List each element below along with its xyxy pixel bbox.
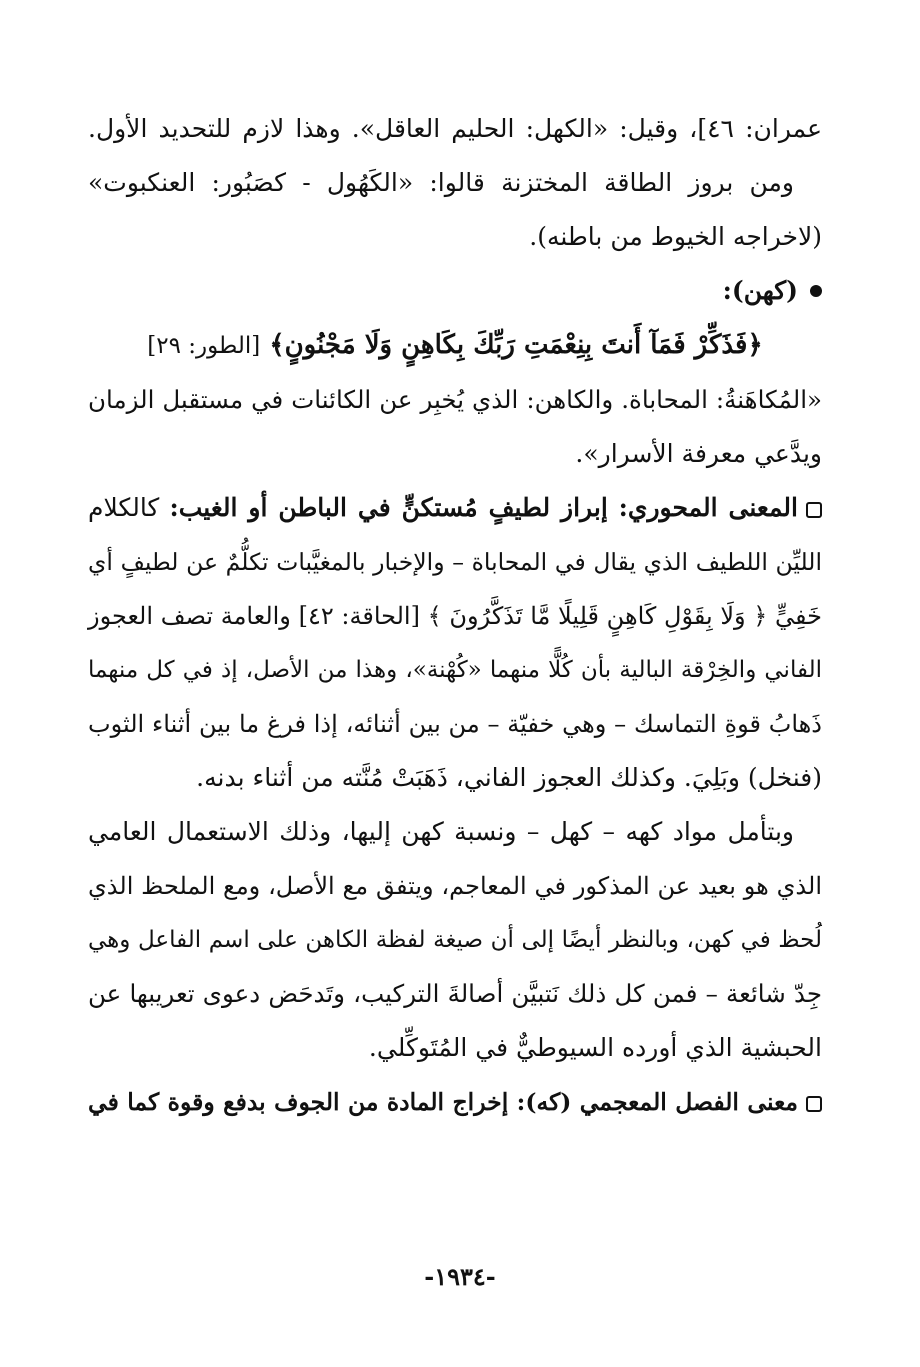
entry-heading: [88, 274, 822, 308]
lexical-meaning-text: معنى الفصل المعجمي (كه): إخراج المادة من الجوف بدفع وقوة كما في: [88, 1088, 798, 1116]
text-line-11: خَفِيٍّ ﴿ وَلَا بِقَوْلِ كَاهِنٍ قَلِيلًا مَّا تَذَكَّرُونَ ﴾ [الحاقة: ٤٢] والعامة تصف العجوز: [88, 602, 823, 630]
text-line-15: وبتأمل مواد كهه – كهل – ونسبة كهن إليها، وذلك الاستعمال العامي: [88, 817, 794, 846]
lexical-meaning-line: [88, 1085, 822, 1119]
entry-heading-label: (كهن):: [722, 276, 798, 305]
text-line-2: ومن بروز الطاقة المختزنة قالوا: «الكَهُول - كصَبُور: العنكبوت»: [88, 168, 794, 197]
text-line-17: لُحظ في كهن، وبالنظر أيضًا إلى أن صيغة لفظة الكاهن على اسم الفاعل وهي: [88, 927, 822, 953]
core-meaning-continuation: كالكلام: [88, 493, 160, 522]
verse-text: ﴿فَذَكِّرْ فَمَآ أَنتَ بِنِعْمَتِ رَبِّكَ بِكَاهِنٍ وَلَا مَجْنُونٍ﴾: [269, 330, 763, 360]
text-line-6: «المُكاهَنةُ: المحاباة. والكاهن: الذي يُخبِر عن الكائنات في مستقبل الزمان: [88, 385, 822, 414]
text-line-14: (فنخل) وبَلِيَ. وكذلك العجوز الفاني، ذَهَبَتْ مُنَّته من أثناء بدنه.: [196, 763, 822, 792]
bullet-icon: [810, 285, 822, 297]
page-body: [88, 112, 822, 1139]
text-line-7: ويدَّعي معرفة الأسرار».: [575, 439, 822, 468]
text-line-1: عمران: ٤٦]، وقيل: «الكهل: الحليم العاقل». وهذا لازم للتحديد الأول.: [88, 114, 822, 143]
text-line-13: ذَهابُ قوةِ التماسك – وهي خفيّة – من بين أثنائه، إذا فرغ ما بين أثناء الثوب: [88, 710, 822, 738]
text-line-12: الفاني والخِرْقة البالية بأن كُلًّا منهما «كُهْنة»، وهذا من الأصل، إذ في كل منهما: [88, 657, 822, 683]
text-line-18: جِدّ شائعة – فمن كل ذلك نَتبيَّن أصالةَ التركيب، وتَدحَض دعوى تعريبها عن: [88, 979, 822, 1008]
core-meaning-heading: المعنى المحوري: إبراز لطيفٍ مُستكنٍّ في الباطن أو الغيب:: [169, 493, 798, 522]
square-box-icon: [806, 1096, 822, 1112]
text-line-16: الذي هو بعيد عن المذكور في المعاجم، ويتفق مع الأصل، ومع الملحظ الذي: [88, 872, 822, 900]
verse-reference: [الطور: ٢٩]: [147, 333, 261, 359]
text-line-19: الحبشية الذي أورده السيوطيٌّ في المُتَوكِّلي.: [368, 1033, 822, 1062]
text-line-10: الليِّن اللطيف الذي يقال في المحاباة – والإخبار بالمغيَّبات تكلُّمٌ عن لطيفٍ أي: [88, 548, 822, 576]
text-line-3: (لاخراجه الخيوط من باطنه).: [529, 222, 822, 251]
square-box-icon: [806, 502, 822, 518]
quran-verse: [88, 328, 822, 363]
page-number: -١٩٣٤-: [424, 1262, 496, 1291]
core-meaning-line: [88, 491, 822, 525]
